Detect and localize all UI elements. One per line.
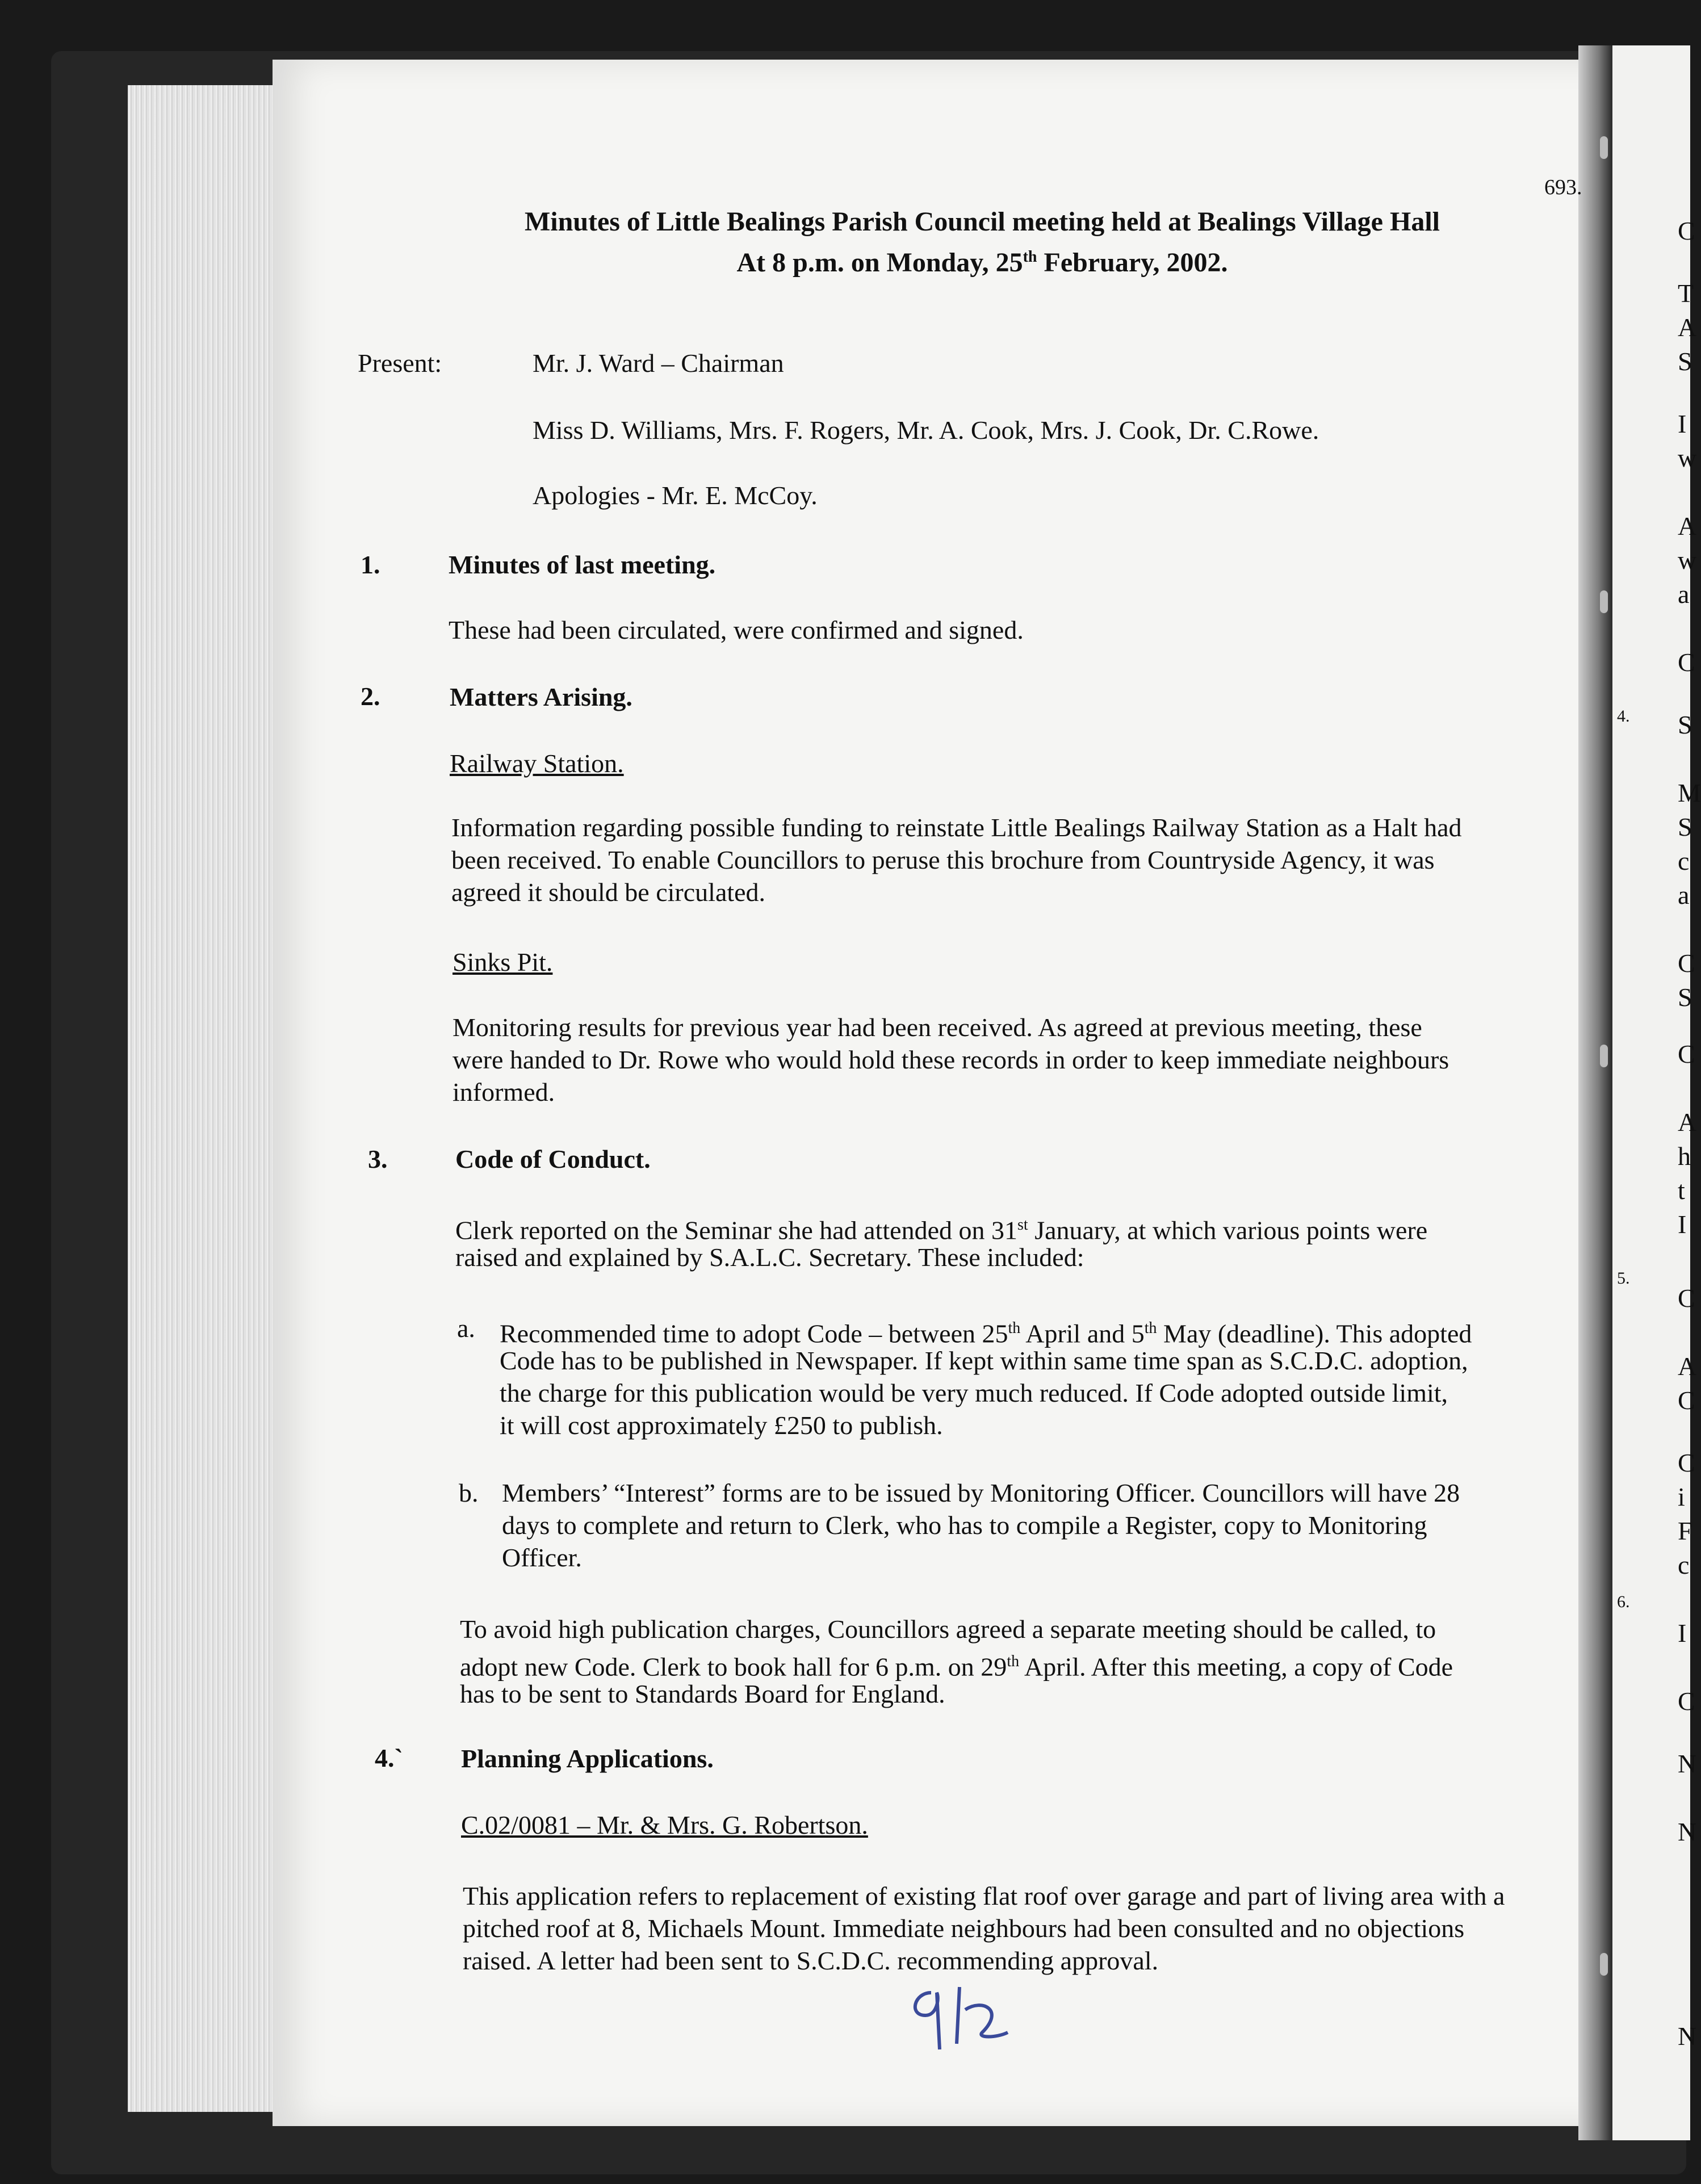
facing-page-letter: w	[1678, 443, 1697, 472]
list-label: b.	[459, 1478, 479, 1507]
text: May (deadline). This adopted	[1157, 1319, 1472, 1348]
present-label: Present:	[358, 349, 442, 378]
facing-page-letter: N	[1678, 1749, 1697, 1778]
text: April. After this meeting, a copy of Code	[1019, 1652, 1453, 1682]
item-text: These had been circulated, were confirmed and signed.	[449, 615, 1024, 644]
facing-page-letter: S	[1678, 710, 1692, 739]
facing-page-letter: A	[1678, 1108, 1697, 1137]
present-members: Miss D. Williams, Mrs. F. Rogers, Mr. A. Cook, Mrs. J. Cook, Dr. C.Rowe.	[533, 416, 1319, 445]
facing-page-number: 6.	[1617, 1592, 1630, 1611]
text: Clerk reported on the Seminar she had attended on 31	[455, 1215, 1017, 1245]
facing-page-letter: C	[1678, 1687, 1695, 1716]
item-heading: Matters Arising.	[450, 682, 632, 711]
superscript: th	[1144, 1319, 1157, 1337]
item-text: Monitoring results for previous year had been received. As agreed at previous meeting, these	[453, 1013, 1422, 1042]
facing-page-letter: h	[1678, 1142, 1691, 1171]
facing-page-letter: I	[1678, 409, 1687, 438]
subheading: Railway Station.	[450, 749, 624, 778]
text: adopt new Code. Clerk to book hall for 6 p.m. on 29	[460, 1652, 1007, 1682]
subheading: Sinks Pit.	[453, 948, 553, 976]
book-gutter	[1578, 45, 1612, 2140]
facing-page-letter: T	[1678, 279, 1694, 308]
superscript: th	[1008, 1319, 1021, 1337]
document-title	[494, 204, 1470, 280]
facing-page-letter: S	[1678, 983, 1692, 1012]
list-item-text: Code has to be published in Newspaper. If kept within same time span as S.C.D.C. adoption,	[500, 1346, 1468, 1375]
list-item-text: the charge for this publication would be very much reduced. If Code adopted outside limit,	[500, 1378, 1448, 1407]
item-text: pitched roof at 8, Michaels Mount. Immediate neighbours had been consulted and no objections	[463, 1914, 1465, 1943]
facing-page-number: 5.	[1617, 1269, 1630, 1288]
title-text: February, 2002.	[1037, 248, 1228, 278]
item-text: were handed to Dr. Rowe who would hold these records in order to keep immediate neighbours	[453, 1045, 1449, 1074]
text: January, at which various points were	[1028, 1215, 1428, 1245]
item-number: 3.	[368, 1145, 388, 1173]
facing-page-letter: C	[1678, 648, 1695, 677]
facing-page-letter: S	[1678, 347, 1692, 376]
present-chair: Mr. J. Ward – Chairman	[533, 349, 784, 378]
item-text: raised. A letter had been sent to S.C.D.C. recommending approval.	[463, 1946, 1159, 1975]
item-heading: Code of Conduct.	[455, 1145, 651, 1173]
facing-page-letter: A	[1678, 512, 1697, 540]
facing-page-letter: C	[1678, 216, 1695, 245]
facing-page-letter: N	[1678, 1817, 1697, 1846]
subheading: C.02/0081 – Mr. & Mrs. G. Robertson.	[461, 1810, 868, 1839]
facing-page-letter: C	[1678, 1448, 1695, 1477]
item-text: informed.	[453, 1078, 555, 1106]
superscript: st	[1017, 1216, 1028, 1234]
facing-page-letter: C	[1678, 1386, 1695, 1415]
item-text: Information regarding possible funding to reinstate Little Bealings Railway Station as a Halt had	[451, 813, 1462, 842]
facing-page-letter: S	[1678, 812, 1692, 841]
page-tab-mark	[1600, 136, 1608, 159]
facing-page-letter: C	[1678, 949, 1695, 978]
facing-page-letter: M	[1678, 778, 1701, 807]
text: Recommended time to adopt Code – between 25	[500, 1319, 1008, 1348]
item-text: This application refers to replacement of existing flat roof over garage and part of living area with a	[463, 1881, 1505, 1910]
page-number: 693.	[1544, 175, 1582, 199]
facing-page-letter: t	[1678, 1176, 1685, 1205]
title-line-1: Minutes of Little Bealings Parish Council meeting held at Bealings Village Hall	[524, 207, 1440, 237]
item-number: 4.`	[375, 1743, 403, 1772]
item-number: 2.	[361, 682, 380, 711]
item-text: To avoid high publication charges, Councillors agreed a separate meeting should be called, to	[460, 1615, 1436, 1644]
facing-page-number: 4.	[1617, 707, 1630, 726]
item-number: 1.	[361, 550, 380, 579]
facing-page-letter: F	[1678, 1516, 1692, 1545]
item-text: been received. To enable Councillors to peruse this brochure from Countryside Agency, it was	[451, 845, 1435, 874]
superscript: th	[1007, 1653, 1020, 1670]
list-label: a.	[457, 1314, 475, 1343]
page-tab-mark	[1600, 1045, 1608, 1067]
page-tab-mark	[1600, 590, 1608, 613]
facing-page-letter: c	[1678, 846, 1690, 875]
facing-page-letter: c	[1678, 1550, 1690, 1579]
item-heading: Minutes of last meeting.	[449, 550, 716, 579]
superscript: th	[1023, 248, 1037, 266]
facing-page-letter: a	[1678, 881, 1690, 909]
facing-page-letter: i	[1678, 1482, 1685, 1511]
list-item-text: days to complete and return to Clerk, who has to compile a Register, copy to Monitoring	[502, 1511, 1427, 1540]
item-text: agreed it should be circulated.	[451, 878, 766, 907]
facing-page-letter: A	[1678, 313, 1697, 342]
facing-page-letter: N	[1678, 2022, 1697, 2051]
facing-page-letter: w	[1678, 546, 1697, 575]
title-line-2	[494, 240, 1470, 280]
facing-page-letter: I	[1678, 1210, 1687, 1239]
facing-page-letter: I	[1678, 1619, 1687, 1648]
item-heading: Planning Applications.	[461, 1744, 714, 1773]
facing-page-letter: C	[1678, 1284, 1695, 1313]
page-tab-mark	[1600, 1953, 1608, 1976]
list-item-text: it will cost approximately £250 to publish.	[500, 1411, 943, 1440]
item-text: has to be sent to Standards Board for England.	[460, 1679, 945, 1708]
facing-page-letter: C	[1678, 1039, 1695, 1068]
list-item-text: Members’ “Interest” forms are to be issued by Monitoring Officer. Councillors will have 28	[502, 1478, 1460, 1507]
handwritten-initials	[897, 1976, 1022, 2061]
apologies: Apologies - Mr. E. McCoy.	[533, 481, 818, 510]
facing-page-letter: a	[1678, 580, 1690, 609]
list-item-text: Officer.	[502, 1543, 582, 1572]
item-text: raised and explained by S.A.L.C. Secretary. These included:	[455, 1243, 1084, 1272]
facing-page-letter: A	[1678, 1352, 1697, 1381]
text: April and 5	[1020, 1319, 1145, 1348]
title-text: At 8 p.m. on Monday, 25	[736, 248, 1023, 278]
